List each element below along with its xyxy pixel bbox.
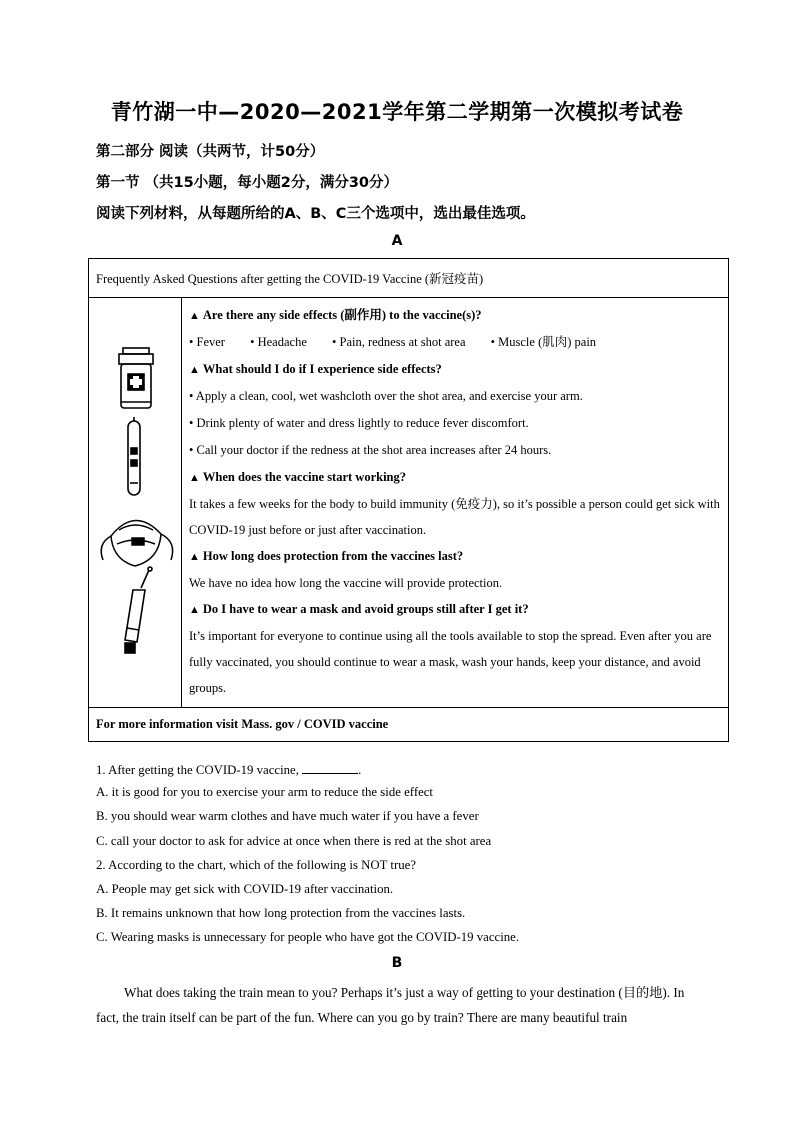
thermometer-icon bbox=[128, 417, 140, 495]
list-item: • Fever bbox=[189, 335, 225, 349]
syringe-icon bbox=[125, 567, 152, 653]
question-protection-length bbox=[189, 543, 722, 570]
question-text: How long does protection from the vaccines last? bbox=[202, 549, 464, 563]
answer-blank bbox=[302, 761, 358, 774]
passage-b-label: B bbox=[391, 955, 403, 971]
question-2-option-b: B. It remains unknown that how long protection from the vaccines lasts. bbox=[96, 906, 466, 920]
question-1-stem bbox=[96, 761, 361, 778]
part-heading: 第二部分 阅读（共两节，计50分） bbox=[96, 144, 325, 160]
list-item: • Headache bbox=[250, 335, 307, 349]
question-2-option-a: A. People may get sick with COVID-19 after vaccination. bbox=[96, 882, 394, 896]
passage-b-text: What does taking the train mean to you? Perhaps it’s just a way of getting to your destination (目的地). In fact, the train itself can be part of the fun. Where can you go by train? There are many beautiful train bbox=[96, 985, 685, 1025]
section-heading: 第一节 （共15小题，每小题2分，满分30分） bbox=[96, 175, 398, 191]
stem-text: 1. After getting the COVID-19 vaccine, bbox=[96, 763, 303, 777]
question-what-to-do bbox=[189, 356, 722, 383]
question-text: Do I have to wear a mask and avoid groups still after I get it? bbox=[202, 602, 529, 616]
answer-text: It takes a few weeks for the body to build immunity (免疫力), so it’s possible a person could get sick with COVID-19 just before or just after vaccination. bbox=[189, 497, 720, 537]
illustration-cell bbox=[89, 298, 182, 708]
triangle-icon: ▲ bbox=[189, 472, 200, 484]
question-1-option-a: A. it is good for you to exercise your arm to reduce the side effect bbox=[96, 785, 433, 799]
question-1-option-b: B. you should wear warm clothes and have much water if you have a fever bbox=[96, 809, 479, 823]
question-text: When does the vaccine start working? bbox=[202, 470, 407, 484]
list-item: • Drink plenty of water and dress lightly to reduce fever discomfort. bbox=[189, 416, 529, 430]
side-effects-list bbox=[189, 329, 722, 356]
face-mask-icon bbox=[101, 520, 172, 566]
question-when-working bbox=[189, 464, 722, 491]
answer-text: It’s important for everyone to continue using all the tools available to stop the spread. Even after you are fully vaccinated, you should continue to wear a mask, wash your hands, keep your distance, and avoid groups. bbox=[189, 629, 712, 695]
medicine-bottle-icon bbox=[119, 348, 153, 408]
faq-table bbox=[88, 258, 729, 742]
question-mask bbox=[189, 596, 722, 623]
question-text: Are there any side effects (副作用) to the vaccine(s)? bbox=[202, 308, 482, 322]
question-2-stem: 2. According to the chart, which of the following is NOT true? bbox=[96, 858, 416, 872]
answer-text: We have no idea how long the vaccine will provide protection. bbox=[189, 576, 503, 590]
stem-end: . bbox=[358, 763, 362, 777]
triangle-icon: ▲ bbox=[189, 604, 200, 616]
question-1-option-c: C. call your doctor to ask for advice at once when there is red at the shot area bbox=[96, 834, 492, 848]
faq-table-header: Frequently Asked Questions after getting the COVID-19 Vaccine (新冠疫苗) bbox=[89, 259, 729, 298]
question-side-effects bbox=[189, 302, 722, 329]
question-2-option-c: C. Wearing masks is unnecessary for people who have got the COVID-19 vaccine. bbox=[96, 930, 520, 944]
vaccine-illustration bbox=[89, 298, 181, 698]
triangle-icon: ▲ bbox=[189, 551, 200, 563]
passage-a-label: A bbox=[391, 233, 403, 249]
instruction-text: 阅读下列材料，从每题所给的A、B、C三个选项中，选出最佳选项。 bbox=[96, 206, 535, 222]
list-item: • Pain, redness at shot area bbox=[332, 335, 466, 349]
triangle-icon: ▲ bbox=[189, 364, 200, 376]
triangle-icon: ▲ bbox=[189, 310, 200, 322]
list-item: • Call your doctor if the redness at the shot area increases after 24 hours. bbox=[189, 443, 552, 457]
exam-title: 青竹湖一中—2020—2021学年第二学期第一次模拟考试卷 bbox=[110, 100, 684, 124]
list-item: • Muscle (肌肉) pain bbox=[490, 335, 597, 349]
faq-table-footer: For more information visit Mass. gov / COVID vaccine bbox=[89, 708, 729, 742]
list-item: • Apply a clean, cool, wet washcloth over the shot area, and exercise your arm. bbox=[189, 389, 583, 403]
question-text: What should I do if I experience side effects? bbox=[202, 362, 442, 376]
faq-content-cell bbox=[182, 298, 729, 708]
